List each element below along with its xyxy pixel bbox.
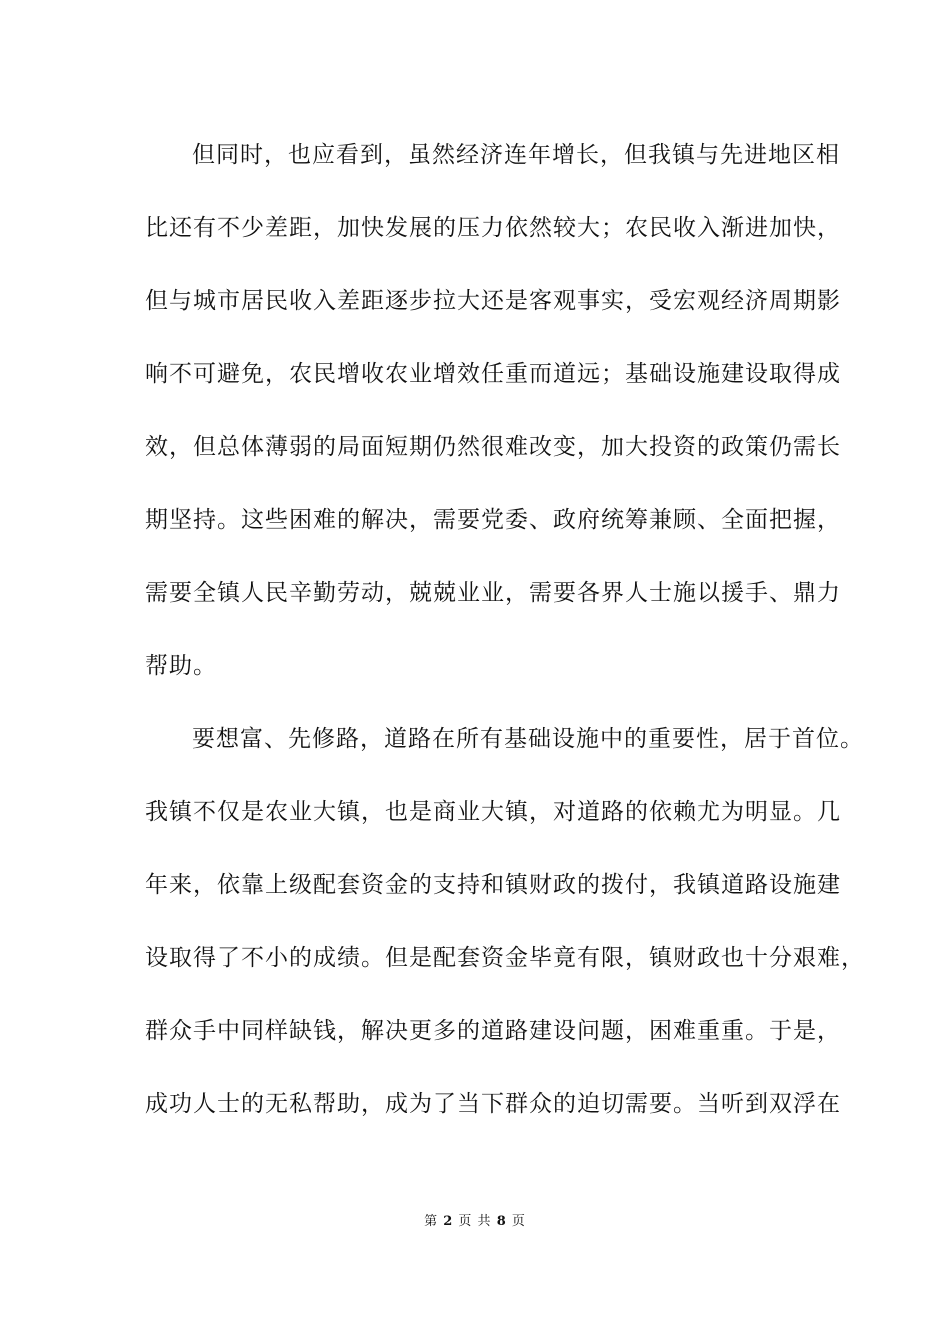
paragraph-1-line-2: 比还有不少差距，加快发展的压力依然较大；农民收入渐进加快， xyxy=(145,215,841,241)
paragraph-1-line-1: 但同时，也应看到，虽然经济连年增长，但我镇与先进地区相 xyxy=(192,142,840,168)
paragraph-1-line-3: 但与城市居民收入差距逐步拉大还是客观事实，受宏观经济周期影 xyxy=(145,288,841,314)
paragraph-1-line-8: 帮助。 xyxy=(145,653,217,679)
paragraph-1-line-6: 期坚持。这些困难的解决，需要党委、政府统筹兼顾、全面把握， xyxy=(145,507,841,533)
paragraph-2-line-4: 设取得了不小的成绩。但是配套资金毕竟有限，镇财政也十分艰难， xyxy=(145,945,865,971)
paragraph-2-line-2: 我镇不仅是农业大镇，也是商业大镇，对道路的依赖尤为明显。几 xyxy=(145,799,841,825)
footer-current-page: 2 xyxy=(443,1214,454,1229)
paragraph-2-line-1: 要想富、先修路，道路在所有基础设施中的重要性，居于首位。 xyxy=(192,726,864,752)
footer-total-pages: 8 xyxy=(496,1214,507,1229)
footer-mid: 页 共 xyxy=(458,1214,492,1229)
footer-prefix: 第 xyxy=(424,1214,439,1229)
paragraph-1-line-7: 需要全镇人民辛勤劳动，兢兢业业，需要各界人士施以援手、鼎力 xyxy=(145,580,841,606)
footer-suffix: 页 xyxy=(511,1214,526,1229)
paragraph-2-line-6: 成功人士的无私帮助，成为了当下群众的迫切需要。当听到双浮在 xyxy=(145,1091,841,1117)
paragraph-2-line-3: 年来，依靠上级配套资金的支持和镇财政的拨付，我镇道路设施建 xyxy=(145,872,841,898)
paragraph-2-line-5: 群众手中同样缺钱，解决更多的道路建设问题，困难重重。于是， xyxy=(145,1018,841,1044)
page-footer xyxy=(0,1210,950,1229)
paragraph-1-line-5: 效，但总体薄弱的局面短期仍然很难改变，加大投资的政策仍需长 xyxy=(145,434,841,460)
paragraph-1-line-4: 响不可避免，农民增收农业增效任重而道远；基础设施建设取得成 xyxy=(145,361,841,387)
